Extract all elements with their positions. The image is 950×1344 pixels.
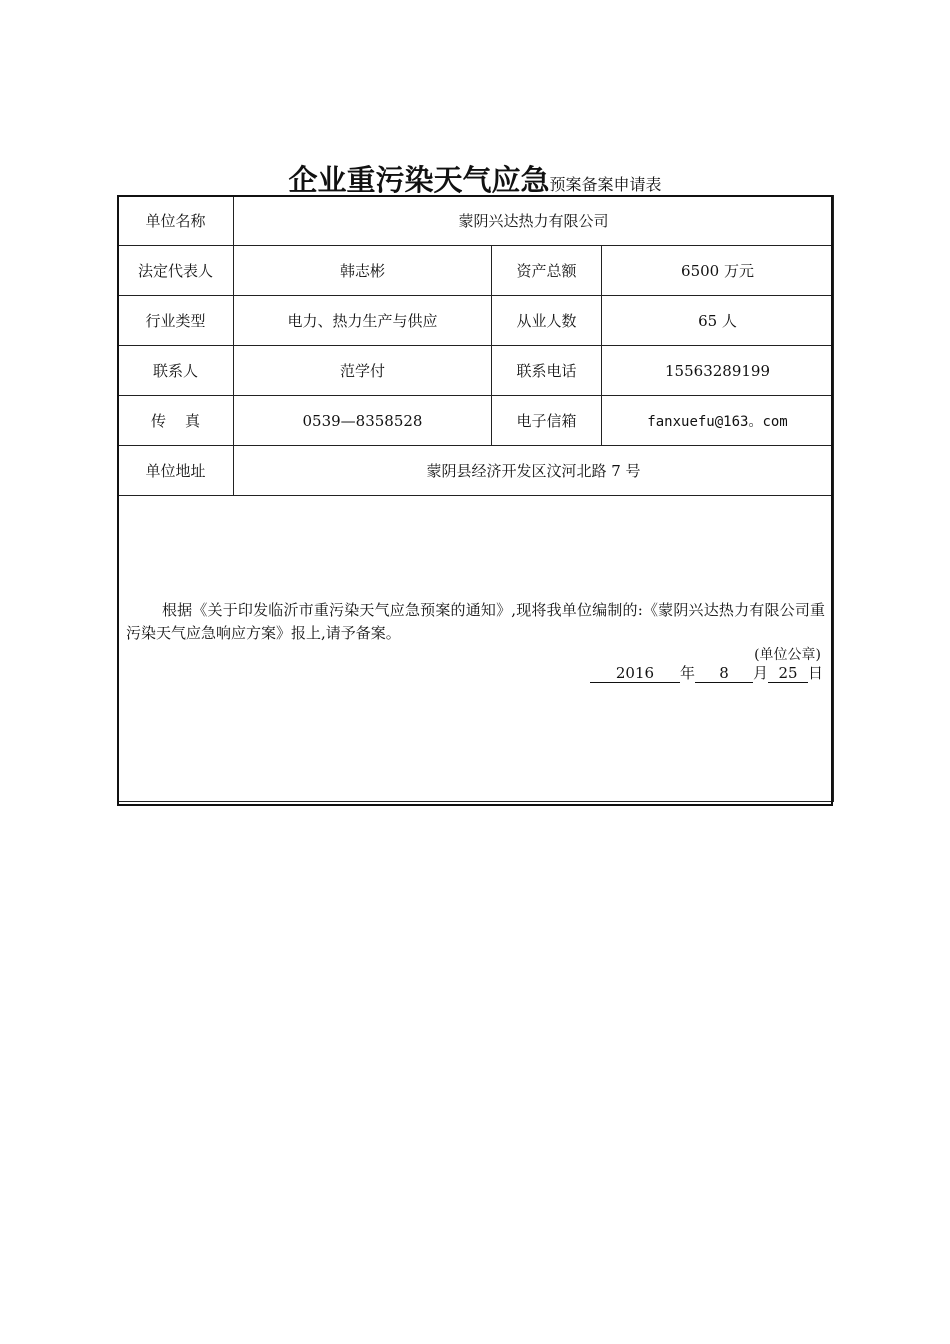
statement-cell xyxy=(118,496,834,802)
table-row xyxy=(118,196,834,246)
legal-rep-value: 韩志彬 xyxy=(234,246,492,296)
title-main: 企业重污染天气应急 xyxy=(288,163,550,197)
date-line xyxy=(590,662,823,683)
unit-name-label: 单位名称 xyxy=(118,196,234,246)
seal-note: (单位公章) xyxy=(754,647,822,663)
date-year: 2016 xyxy=(590,665,680,683)
address-value: 蒙阴县经济开发区汶河北路 7 号 xyxy=(234,446,834,496)
date-day: 25 xyxy=(768,665,808,683)
employees-label: 从业人数 xyxy=(492,296,602,346)
contact-value: 范学付 xyxy=(234,346,492,396)
page-title xyxy=(0,158,950,199)
employees-value: 65 人 xyxy=(602,296,834,346)
contact-label: 联系人 xyxy=(118,346,234,396)
email-value: fanxuefu@163。com xyxy=(602,396,834,446)
table-row xyxy=(118,446,834,496)
industry-value: 电力、热力生产与供应 xyxy=(234,296,492,346)
assets-value: 6500 万元 xyxy=(602,246,834,296)
unit-name-value: 蒙阴兴达热力有限公司 xyxy=(234,196,834,246)
table-row xyxy=(118,496,834,802)
statement-text: 根据《关于印发临沂市重污染天气应急预案的通知》,现将我单位编制的:《蒙阴兴达热力有限公司重污染天气应急响应方案》报上,请予备案。 xyxy=(126,601,826,642)
application-form-table xyxy=(117,195,834,802)
address-label: 单位地址 xyxy=(118,446,234,496)
fax-label: 传 真 xyxy=(118,396,234,446)
phone-value: 15563289199 xyxy=(602,346,834,396)
table-row xyxy=(118,246,834,296)
table-row xyxy=(118,346,834,396)
legal-rep-label: 法定代表人 xyxy=(118,246,234,296)
date-month-unit: 月 xyxy=(753,664,769,682)
industry-label: 行业类型 xyxy=(118,296,234,346)
title-sub: 预案备案申请表 xyxy=(549,175,662,194)
date-year-unit: 年 xyxy=(679,664,695,682)
fax-value: 0539—8358528 xyxy=(234,396,492,446)
phone-label: 联系电话 xyxy=(492,346,602,396)
assets-label: 资产总额 xyxy=(492,246,602,296)
date-day-unit: 日 xyxy=(808,664,824,682)
table-row xyxy=(118,296,834,346)
date-month: 8 xyxy=(695,665,753,683)
email-label: 电子信箱 xyxy=(492,396,602,446)
table-row xyxy=(118,396,834,446)
